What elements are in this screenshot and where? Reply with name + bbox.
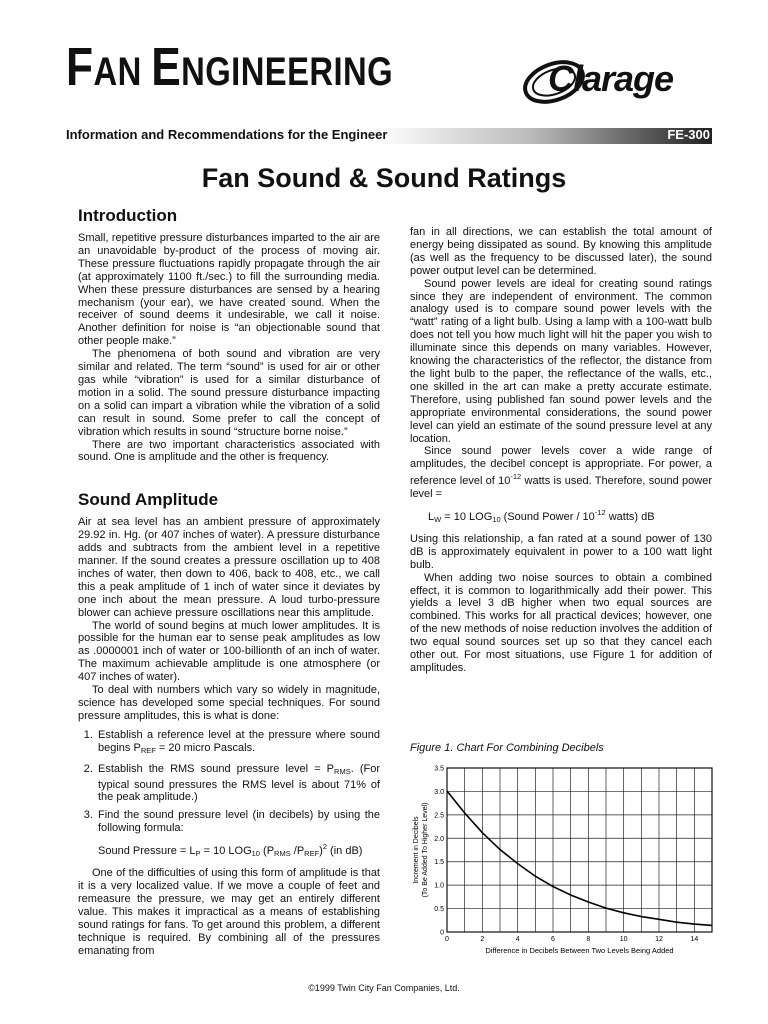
procedure-list [78, 729, 380, 835]
y-tick-label: 0 [440, 929, 444, 937]
brand-word-an: AN [93, 50, 152, 94]
brand-letter-e: E [151, 37, 182, 97]
y-tick-label: 1.5 [434, 859, 444, 867]
left-column [78, 206, 380, 957]
intro-heading: Introduction [78, 206, 178, 225]
brand-title [66, 37, 394, 97]
list-item: 1. Establish a reference level at the pressure where sound begins $P_{REF} = 20$ micro Pascals. [96, 729, 380, 758]
series-line-curve [447, 791, 712, 925]
x-tick-label: 0 [445, 936, 449, 943]
header-subtitle: Information and Recommendations for the Engineer [66, 127, 388, 142]
y-tick-label: 3.0 [434, 788, 444, 796]
amplitude-paragraph-2: The world of sound begins at much lower amplitudes. It is possible for the human ear to sense peak amplitudes as low as .0000001 inch of water or 100-billionth of an inch of water. The maximum achievable amplitude is one atmosphere (or 407 inches of water). [78, 619, 380, 684]
list-item: 3. Find the sound pressure level (in decibels) by using the following formula: [96, 809, 380, 835]
figure-caption: Figure 1. Chart For Combining Decibels [410, 742, 604, 754]
right-column [410, 226, 712, 675]
y-axis-label-line2: (To Be Added To Higher Level) [422, 802, 429, 898]
list-item: 2. Establish the RMS sound pressure level = $P_{RMS}$. (For typical sound pressures the RMS level is about 71% of the peak amplitude.) [96, 763, 380, 805]
page-title: Fan Sound & Sound Ratings [201, 163, 567, 193]
logo-text: Clarage [548, 58, 674, 99]
amplitude-heading: Sound Amplitude [78, 490, 219, 510]
x-tick-label: 8 [586, 936, 591, 943]
sound-pressure-formula: Sound Pressure = $L_P = 10$ $LOG_{10}$ ($P_{RMS}$ $/P_{REF})^2$ (in dB) [98, 842, 363, 859]
intro-paragraph-2: The phenomena of both sound and vibration are very similar and related. The term “sound” is used for air or other gas while “vibration” is used for a similar disturbance of motion in a solid. The sound pressure disturbance impacting on a solid can impart a vibration while the vibration of a solid can result in sound. Some prefer to call the concept of vibration which results in sound “structure borne noise.” [78, 348, 380, 438]
y-tick-label: 3.5 [434, 765, 444, 773]
intro-paragraph-3: There are two important characteristics associated with sound. One is amplitude and the other is frequency. [78, 438, 380, 464]
right-paragraph-3: Since sound power levels cover a wide range of amplitudes, the decibel concept is appropriate. For power, a reference level of $10^{-12}$ watts is used. Therefore, sound power level = [410, 445, 713, 501]
y-tick-label: 1.0 [434, 882, 444, 890]
plot-frame [447, 768, 712, 932]
x-tick-label: 4 [515, 936, 520, 943]
right-paragraph-2: Sound power levels are ideal for creating sound ratings since they are independent of environment. The common analogy used is to compare sound power levels with the “watt” rating of a light bulb. Using a lamp with a 100-watt bulb does not tell you how much light will hit the paper you wish to illuminate since this depends on many variables. However, knowing the characteristics of the reflector, the distance from the light bulb to the paper, the reflectance of the walls, etc., one skilled in the art can make a pretty accurate estimate. Therefore, using published fan sound power levels and the appropriate environmental considerations, the sound power level can yield an estimate of the sound pressure level at any location. [410, 277, 712, 445]
amplitude-paragraph-3: To deal with numbers which vary so widely in magnitude, science has developed some special techniques. For sound pressure amplitudes, this is what is done: [78, 684, 380, 722]
x-tick-label: 12 [655, 936, 663, 943]
document-code: FE-300 [667, 127, 710, 142]
right-paragraph-5: When adding two noise sources to obtain a combined effect, it is common to logarithmically add their power. This yields a level 3 dB higher when two equal sources are combined. This works for all practical devices; however, one of the new methods of noise reduction involves the addition of two equal sound sources set up so that they cancel each other out. For most situations, use Figure 1 for addition of amplitudes. [410, 571, 712, 674]
intro-paragraph-1: Small, repetitive pressure disturbances imparted to the air are an unavoidable by-product of the process of moving air. These pressure fluctuations rapidly propagate through the air (at approximately 1100 ft./sec.) to fill the surrounding media. When these pressure disturbances are sensed by a hearing mechanism (your ear), we have created sound. When the receiver of sound deems it undesirable, we call it noise. Another definition for noise is “an objectionable sound that other people make.” [78, 232, 380, 348]
x-tick-label: 6 [551, 936, 555, 943]
y-tick-label: 2.5 [434, 812, 444, 820]
y-axis-label-line1: Increment in Decibels [413, 816, 420, 884]
brand-word-ngineering: NGINEERING [181, 50, 394, 94]
right-paragraph-1: fan in all directions, we can establish the total amount of energy being dissipated as sound. By knowing this amplitude (as well as the frequency to be discussed later), the sound power output level can be determined. [410, 226, 712, 277]
copyright-footer: ©1999 Twin City Fan Companies, Ltd. [308, 983, 460, 993]
right-paragraph-4: Using this relationship, a fan rated at a sound power of 130 dB is approximately equivalent in power to a 100 watt light bulb. [410, 532, 712, 571]
brand-letter-f: F [66, 37, 94, 97]
y-tick-label: 2.0 [434, 835, 444, 843]
x-tick-label: 10 [619, 936, 628, 943]
x-tick-label: 2 [480, 936, 485, 943]
clarage-logo [520, 56, 690, 116]
sound-power-formula: $L_W = 10$ $LOG_{10}$ (Sound Power / $10^{-12}$ watts) dB [428, 508, 655, 525]
decibel-chart [410, 760, 715, 965]
amplitude-paragraph-1: Air at sea level has an ambient pressure of approximately 29.92 in. Hg. (or 407 inches of water). A pressure disturbance adds and subtracts from the ambient level in a repetitive manner. If the sound creates a pressure oscillation up to 408 inches of water, then down to 406, back to 408, etc., we call this a peak amplitude of 1 inch of water since it deviates by one inch about the mean pressure. A loud turbo-pressure blower can achieve pressure oscillations near this amplitude. [78, 516, 380, 619]
x-tick-label: 14 [690, 936, 699, 943]
amplitude-paragraph-4: One of the difficulties of using this form of amplitude is that it is a very localized value. If we move a couple of feet and remeasure the pressure, we may get an entirely different value. This makes it impractical as a means of establishing sound ratings for fans. To get around this problem, a different technique is required. By combining all of the pressures emanating from [78, 867, 380, 957]
y-tick-label: 0.5 [434, 906, 444, 914]
x-axis-label: Difference in Decibels Between Two Levels Being Added [485, 946, 674, 955]
